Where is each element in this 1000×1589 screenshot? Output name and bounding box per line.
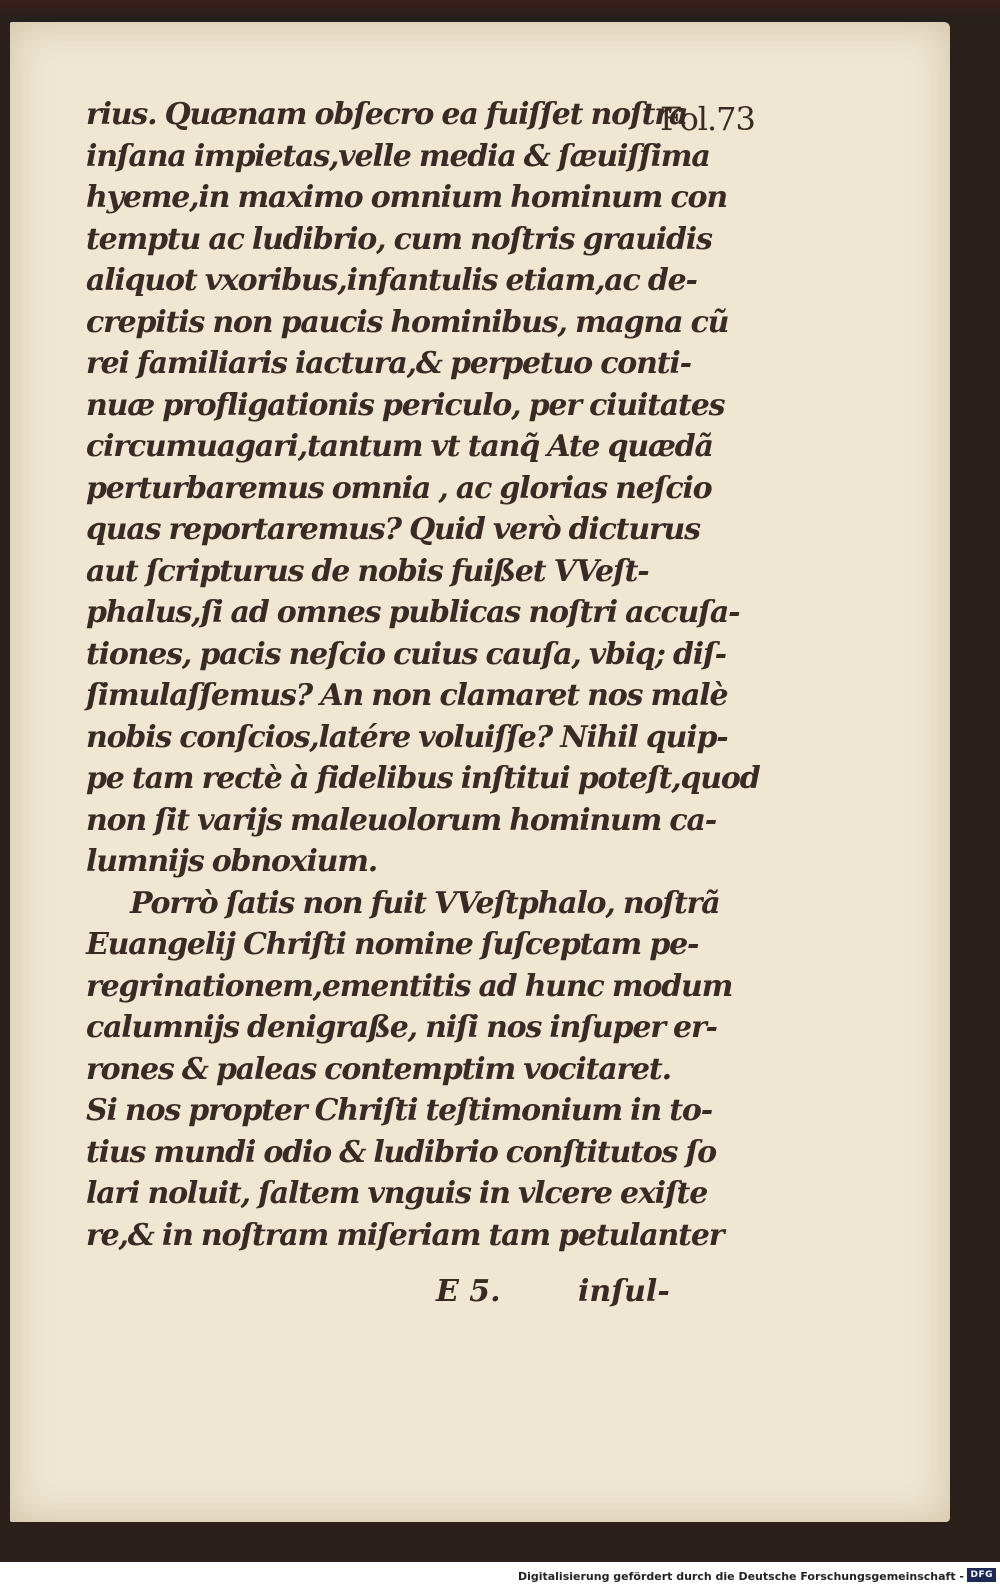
text-line: tiones, pacis neſcio cuius cauſa, vbiq; diſ- — [86, 636, 726, 672]
text-line: aliquot vxoribus,infantulis etiam,ac de- — [86, 263, 697, 298]
text-line: tius mundi odio & ludibrio conſtitutos ſo — [86, 1134, 716, 1170]
catchword: inſul- — [578, 1274, 670, 1309]
text-line: Euangelij Chriſti nomine ſuſceptam pe- — [86, 927, 699, 962]
signature-mark: E 5. — [436, 1274, 501, 1309]
text-line: rones & paleas contemptim vocitaret. — [86, 1051, 671, 1087]
text-line: nobis conſcios,latére voluiſſe? Nihil quip- — [86, 719, 728, 755]
text-line: perturbaremus omnia , ac glorias neſcio — [86, 470, 712, 506]
text-line: circumuagari,tantum vt tanq̃ Ate quædã — [86, 429, 713, 464]
text-line: crepitis non paucis hominibus, magna cũ — [86, 304, 729, 340]
text-line: quas reportaremus? Quid verò dicturus — [86, 512, 700, 547]
funding-notice: Digitalisierung gefördert durch die Deutsche Forschungsgemeinschaft - — [517, 1570, 964, 1583]
text-line: temptu ac ludibrio, cum noſtris grauidis — [86, 221, 712, 257]
text-line: rius. Quænam obſecro ea fuiſſet noſtra — [86, 97, 688, 132]
footer — [0, 1562, 1000, 1589]
text-line: lumnijs obnoxium. — [86, 844, 378, 879]
text-line: non ſit varijs maleuolorum hominum ca- — [86, 802, 716, 838]
text-line: lari noluit, ſaltem vnguis in vlcere exiſte — [86, 1176, 708, 1211]
text-line: regrinationem,ementitis ad hunc modum — [86, 968, 733, 1004]
text-line: rei familiaris iactura,& perpetuo conti- — [86, 346, 691, 381]
text-line: aut ſcripturus de nobis fuißet VVeſt- — [86, 553, 649, 589]
text-line: nuæ profligationis periculo, per ciuitates — [86, 387, 725, 423]
text-line: calumnijs denigraße, niſi nos inſuper er- — [86, 1010, 717, 1045]
text-line: pe tam rectè à fidelibus inſtitui poteſt,quod — [86, 761, 760, 796]
text-line: hyeme,in maximo omnium hominum con — [86, 180, 727, 215]
text-line: Porrò ſatis non fuit VVeſtphalo, noſtrã — [130, 885, 720, 921]
text-line: re,& in noſtram miſeriam tam petulanter — [86, 1217, 724, 1253]
text-line: Si nos propter Chriſti teſtimonium in to- — [86, 1093, 712, 1128]
dfg-logo: DFG — [967, 1568, 996, 1582]
text-line: phalus,ſi ad omnes publicas noſtri accuſa- — [86, 595, 740, 630]
folio-number: Fol.73 — [660, 100, 755, 138]
scan-top-edge — [0, 0, 1000, 22]
text-line: inſana impietas,velle media & ſæuiſſima — [86, 138, 710, 174]
text-line: ſimulaſſemus? An non clamaret nos malè — [86, 678, 728, 713]
